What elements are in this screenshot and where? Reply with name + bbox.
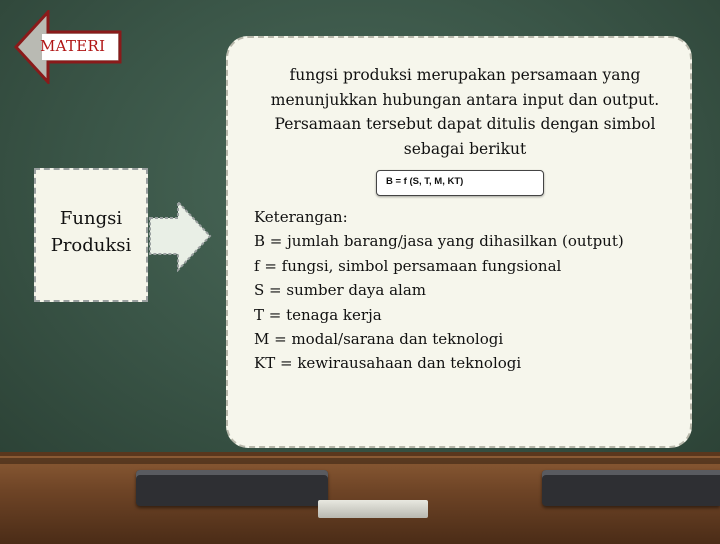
- topic-title-line1: Fungsi: [59, 208, 123, 229]
- legend-item: M = modal/sarana dan teknologi: [254, 330, 504, 349]
- legend-item: KT = kewirausahaan dan teknologi: [254, 354, 522, 373]
- chalk-stick: [318, 500, 428, 518]
- right-arrow-icon: [148, 200, 212, 272]
- eraser-left: [136, 470, 328, 506]
- legend-list: [254, 205, 674, 376]
- legend-item: f = fungsi, simbol persamaan fungsional: [254, 256, 562, 275]
- formula-text: B = f (S, T, M, KT): [386, 176, 464, 187]
- eraser-right: [542, 470, 720, 506]
- legend-item: B = jumlah barang/jasa yang dihasilkan (output): [254, 232, 624, 251]
- legend-heading: Keterangan:: [254, 208, 348, 226]
- topic-title: [34, 205, 148, 259]
- topic-title-line2: Produksi: [50, 235, 132, 256]
- legend-item: S = sumber daya alam: [254, 281, 427, 300]
- chalk-rail: [0, 458, 720, 464]
- legend-item: T = tenaga kerja: [254, 305, 382, 324]
- intro-text: fungsi produksi merupakan persamaan yang menunjukkan hubungan antara input dan output. Persamaan tersebut dapat ditulis dengan simbol sebagai berikut: [270, 66, 660, 158]
- materi-label: MATERI: [40, 37, 106, 55]
